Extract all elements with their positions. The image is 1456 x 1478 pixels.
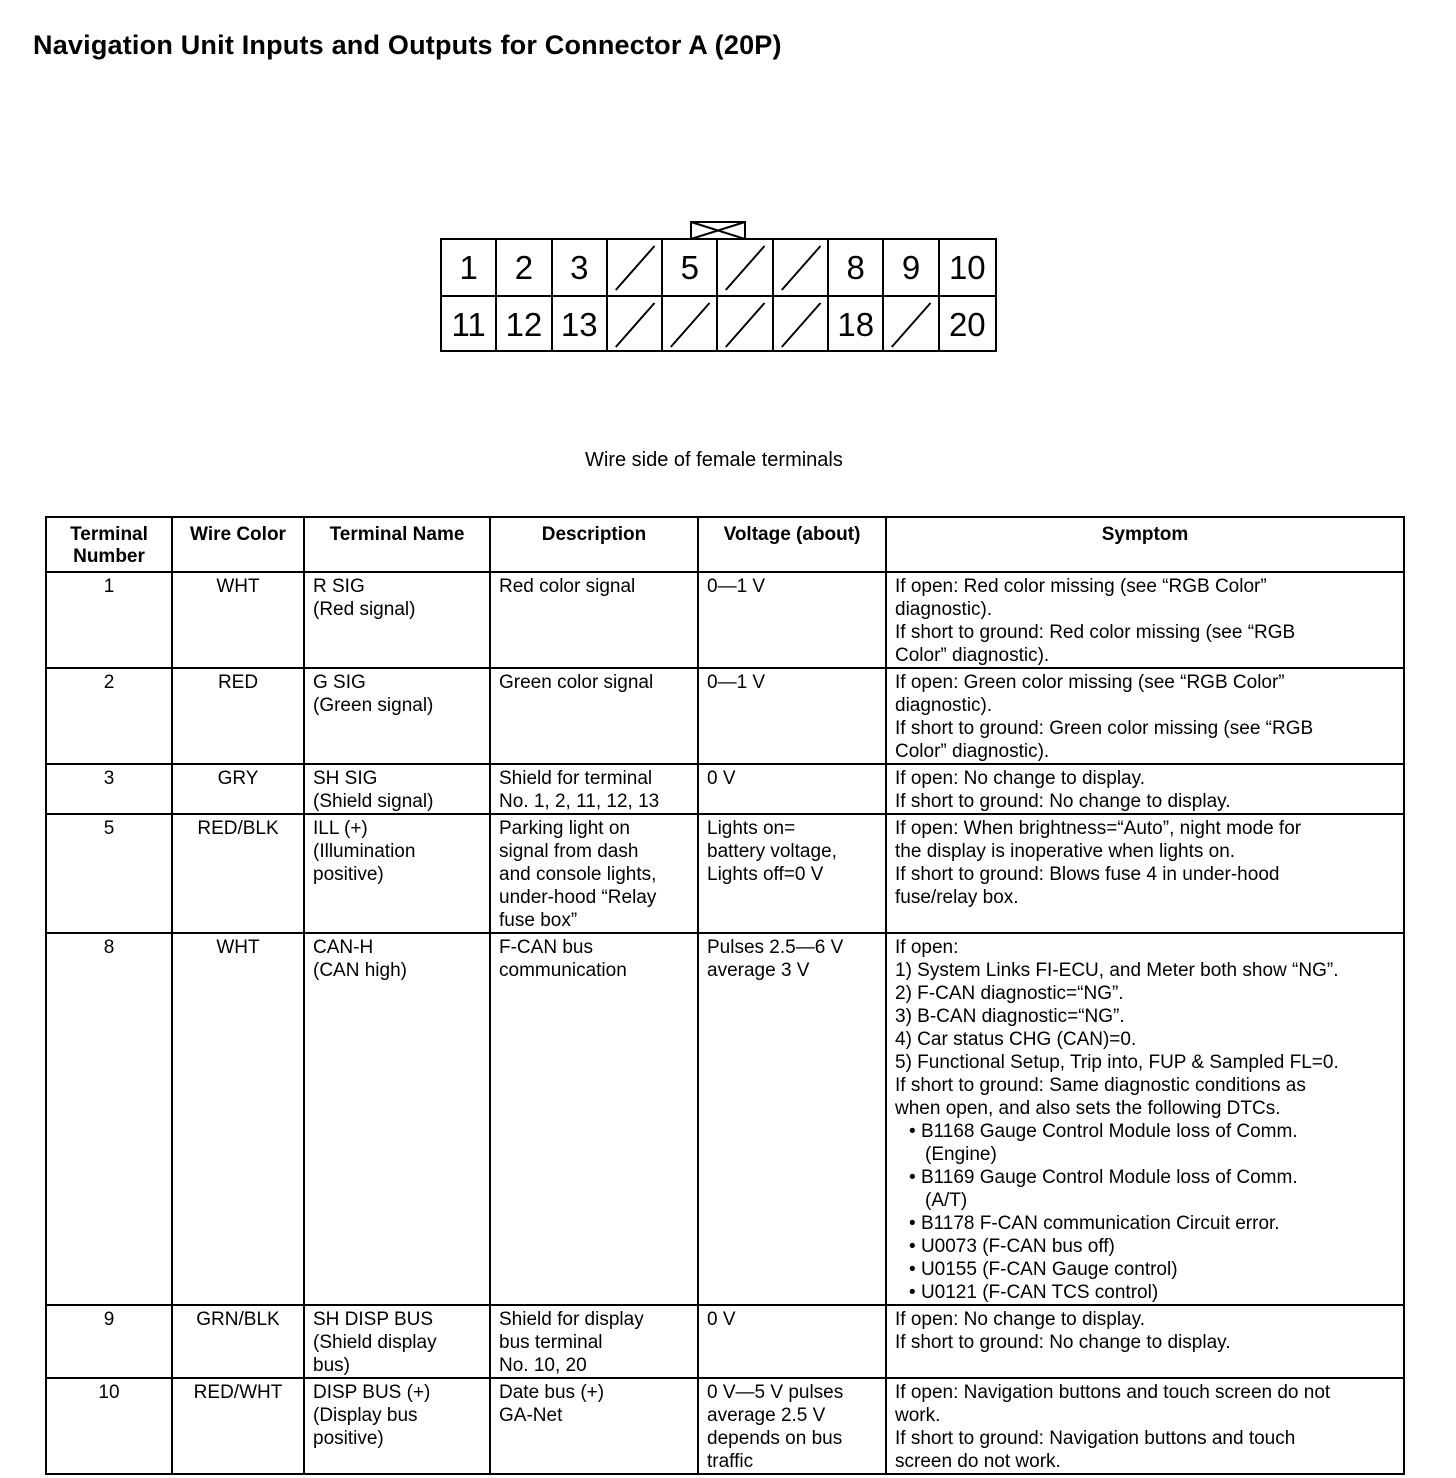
connector-empty-cavity <box>774 297 829 352</box>
cell-line: If short to ground: Blows fuse 4 in under-hood <box>895 864 1280 885</box>
terminal-name-cell <box>304 572 490 668</box>
cell-line: screen do not work. <box>895 1451 1061 1472</box>
symptom-cell <box>886 1378 1404 1474</box>
description-cell <box>490 1305 698 1378</box>
terminal-number-label: 1 <box>459 248 478 286</box>
connector-terminal <box>553 297 608 352</box>
connector-terminal <box>940 240 995 295</box>
voltage-cell <box>698 814 886 933</box>
cell-line: bus) <box>313 1355 350 1376</box>
empty-slash-icon <box>663 297 716 352</box>
cell-line: If open: <box>895 937 959 958</box>
connector-row-2 <box>442 297 995 352</box>
description-cell <box>490 814 698 933</box>
cell-line: average 3 V <box>707 960 810 981</box>
terminal-number-cell: 10 <box>46 1378 172 1474</box>
cell-line: If short to ground: Navigation buttons and touch <box>895 1428 1296 1449</box>
cell-line: If short to ground: No change to display. <box>895 791 1231 812</box>
cell-line: SH SIG <box>313 768 378 789</box>
description-cell <box>490 933 698 1305</box>
symptom-cell <box>886 764 1404 814</box>
connector-empty-cavity <box>718 297 773 352</box>
connector-empty-cavity <box>608 297 663 352</box>
voltage-cell <box>698 933 886 1305</box>
cell-line: 0 V <box>707 768 736 789</box>
empty-slash-icon <box>718 240 771 295</box>
description-cell <box>490 1378 698 1474</box>
terminal-number-cell: 8 <box>46 933 172 1305</box>
cell-line: SH DISP BUS <box>313 1309 434 1330</box>
cell-line: 0—1 V <box>707 576 766 597</box>
wire-color-cell: RED <box>172 668 304 764</box>
cell-line: Date bus (+) <box>499 1382 605 1403</box>
cell-line: If short to ground: No change to display. <box>895 1332 1231 1353</box>
dtc-item <box>895 1120 1395 1143</box>
cell-line: CAN-H <box>313 937 374 958</box>
cell-line: Pulses 2.5—6 V <box>707 937 844 958</box>
header-terminal-number-line: Terminal <box>70 524 148 545</box>
terminal-name-cell <box>304 814 490 933</box>
dtc-item <box>895 1258 1395 1281</box>
terminal-number-label: 11 <box>451 305 486 343</box>
terminal-number-label: 12 <box>505 305 543 343</box>
terminal-number-cell: 2 <box>46 668 172 764</box>
cell-line: 1) System Links FI-ECU, and Meter both show “NG”. <box>895 960 1339 981</box>
connector-row-1 <box>442 240 995 297</box>
cell-line: (Red signal) <box>313 599 416 620</box>
cell-line: No. 1, 2, 11, 12, 13 <box>499 791 660 812</box>
cell-line: communication <box>499 960 627 981</box>
symptom-cell <box>886 814 1404 933</box>
symptom-cell <box>886 572 1404 668</box>
connector-terminal <box>940 297 995 352</box>
dtc-item <box>895 1212 1395 1235</box>
wire-color-cell: RED/WHT <box>172 1378 304 1474</box>
cell-line: and console lights, <box>499 864 657 885</box>
wire-color-cell: RED/BLK <box>172 814 304 933</box>
dtc-item-continued: (A/T) <box>925 1190 968 1211</box>
symptom-cell <box>886 668 1404 764</box>
terminal-number-label: 18 <box>837 305 875 343</box>
terminal-number-cell: 9 <box>46 1305 172 1378</box>
terminal-table <box>45 516 1405 1475</box>
dtc-text: B1169 Gauge Control Module loss of Comm. <box>920 1167 1298 1188</box>
table-row <box>46 764 1404 814</box>
cell-line: If short to ground: Red color missing (see “RGB <box>895 622 1296 643</box>
terminal-name-cell <box>304 1305 490 1378</box>
cell-line: Red color signal <box>499 576 636 597</box>
cell-line: Color” diagnostic). <box>895 741 1050 762</box>
empty-slash-icon <box>608 297 661 352</box>
terminal-number-label: 8 <box>846 248 865 286</box>
header-terminal-number <box>46 517 172 572</box>
dtc-text: U0073 (F-CAN bus off) <box>920 1236 1115 1257</box>
terminal-name-cell <box>304 933 490 1305</box>
bullet-icon: • <box>909 1121 921 1142</box>
empty-slash-icon <box>774 297 827 352</box>
connector-terminal <box>829 240 884 295</box>
cell-line: (Shield display <box>313 1332 437 1353</box>
wire-color-cell: WHT <box>172 933 304 1305</box>
table-row <box>46 572 1404 668</box>
cell-line: If open: No change to display. <box>895 1309 1145 1330</box>
bullet-icon: • <box>909 1259 921 1280</box>
connector-empty-cavity <box>608 240 663 295</box>
cell-line: If open: Navigation buttons and touch screen do not <box>895 1382 1331 1403</box>
connector-empty-cavity <box>718 240 773 295</box>
connector-caption: Wire side of female terminals <box>585 449 843 471</box>
cell-line: Lights off=0 V <box>707 864 824 885</box>
empty-slash-icon <box>608 240 661 295</box>
cell-line: depends on bus <box>707 1428 843 1449</box>
terminal-number-label: 20 <box>948 305 986 343</box>
cell-line: fuse box” <box>499 910 578 931</box>
page-title: Navigation Unit Inputs and Outputs for Connector A (20P) <box>33 30 782 60</box>
cell-line: If open: When brightness=“Auto”, night mode for <box>895 818 1302 839</box>
empty-slash-icon <box>774 240 827 295</box>
bullet-icon: • <box>909 1213 921 1234</box>
dtc-text: U0121 (F-CAN TCS control) <box>920 1282 1159 1303</box>
terminal-number-cell: 3 <box>46 764 172 814</box>
connector-empty-cavity <box>663 297 718 352</box>
cell-line: (Shield signal) <box>313 791 434 812</box>
table-body <box>46 572 1404 1474</box>
dtc-item <box>895 1235 1395 1258</box>
voltage-cell <box>698 1305 886 1378</box>
description-cell <box>490 668 698 764</box>
cell-line: positive) <box>313 864 384 885</box>
terminal-number-label: 9 <box>901 248 921 286</box>
cell-line: If short to ground: Green color missing (see “RGB <box>895 718 1314 739</box>
terminal-number-label: 2 <box>514 248 534 286</box>
header-terminal-name: Terminal Name <box>304 517 490 572</box>
header-wire-color: Wire Color <box>172 517 304 572</box>
header-symptom: Symptom <box>886 517 1404 572</box>
cell-line: 0 V <box>707 1309 736 1330</box>
terminal-name-cell <box>304 668 490 764</box>
cell-line: 0—1 V <box>707 672 766 693</box>
cell-line: signal from dash <box>499 841 639 862</box>
cell-line: fuse/relay box. <box>895 887 1019 908</box>
cell-line: average 2.5 V <box>707 1405 826 1426</box>
cell-line: 5) Functional Setup, Trip into, FUP & Sampled FL=0. <box>895 1052 1339 1073</box>
connector-terminal <box>442 240 497 295</box>
terminal-number-label: 5 <box>680 248 700 286</box>
connector-empty-cavity <box>774 240 829 295</box>
description-cell <box>490 572 698 668</box>
cell-line: F-CAN bus <box>499 937 593 958</box>
header-description: Description <box>490 517 698 572</box>
cell-line: If open: Red color missing (see “RGB Color” <box>895 576 1267 597</box>
cell-line: Shield for display <box>499 1309 644 1330</box>
cell-line: DISP BUS (+) <box>313 1382 431 1403</box>
cell-line: diagnostic). <box>895 599 993 620</box>
terminal-number-label: 3 <box>570 248 589 286</box>
cell-line: Parking light on <box>499 818 630 839</box>
symptom-cell <box>886 1305 1404 1378</box>
terminal-number-label: 13 <box>560 305 598 343</box>
cell-line: 3) B-CAN diagnostic=“NG”. <box>895 1006 1125 1027</box>
voltage-cell <box>698 764 886 814</box>
cell-line: Shield for terminal <box>499 768 653 789</box>
dtc-text: U0155 (F-CAN Gauge control) <box>920 1259 1178 1280</box>
connector-terminal <box>497 240 552 295</box>
cell-line: diagnostic). <box>895 695 993 716</box>
dtc-item <box>895 1166 1395 1189</box>
connector-empty-cavity <box>884 297 939 352</box>
dtc-text: B1178 F-CAN communication Circuit error. <box>920 1213 1280 1234</box>
connector-terminal <box>553 240 608 295</box>
table-row <box>46 933 1404 1305</box>
wire-color-cell: GRN/BLK <box>172 1305 304 1378</box>
terminal-name-cell <box>304 764 490 814</box>
table-row <box>46 668 1404 764</box>
cell-line: traffic <box>707 1451 754 1472</box>
header-voltage: Voltage (about) <box>698 517 886 572</box>
cell-line: battery voltage, <box>707 841 837 862</box>
empty-slash-icon <box>718 297 771 352</box>
cell-line: Color” diagnostic). <box>895 645 1050 666</box>
table-row <box>46 814 1404 933</box>
cell-line: (Illumination <box>313 841 416 862</box>
header-terminal-number-line: Number <box>73 546 145 567</box>
voltage-cell <box>698 668 886 764</box>
cell-line: 0 V—5 V pulses <box>707 1382 844 1403</box>
description-cell <box>490 764 698 814</box>
connector-terminal <box>497 297 552 352</box>
cell-line: Green color signal <box>499 672 654 693</box>
cell-line: work. <box>895 1405 941 1426</box>
cell-line: If open: Green color missing (see “RGB Color” <box>895 672 1285 693</box>
cell-line: Lights on= <box>707 818 796 839</box>
cell-line: No. 10, 20 <box>499 1355 587 1376</box>
connector-terminal <box>884 240 939 295</box>
cell-line: (CAN high) <box>313 960 407 981</box>
wire-color-cell: GRY <box>172 764 304 814</box>
cell-line: R SIG <box>313 576 365 597</box>
cell-line: positive) <box>313 1428 384 1449</box>
voltage-cell <box>698 572 886 668</box>
connector-face <box>440 238 997 352</box>
wire-color-cell: WHT <box>172 572 304 668</box>
terminal-number-label: 10 <box>948 248 986 286</box>
cell-line: 2) F-CAN diagnostic=“NG”. <box>895 983 1124 1004</box>
connector-terminal <box>442 297 497 352</box>
terminal-number-cell: 5 <box>46 814 172 933</box>
table-row <box>46 1378 1404 1474</box>
voltage-cell <box>698 1378 886 1474</box>
cell-line: (Display bus <box>313 1405 418 1426</box>
connector-latch-icon <box>690 221 746 239</box>
dtc-item-continued: (Engine) <box>925 1144 997 1165</box>
bullet-icon: • <box>909 1167 921 1188</box>
cell-line: GA-Net <box>499 1405 563 1426</box>
dtc-text: B1168 Gauge Control Module loss of Comm. <box>920 1121 1298 1142</box>
cell-line: when open, and also sets the following DTCs. <box>895 1098 1281 1119</box>
terminal-number-cell: 1 <box>46 572 172 668</box>
bullet-icon: • <box>909 1282 921 1303</box>
cell-line: ILL (+) <box>313 818 368 839</box>
connector-terminal <box>829 297 884 352</box>
symptom-cell <box>886 933 1404 1305</box>
terminal-name-cell <box>304 1378 490 1474</box>
cell-line: under-hood “Relay <box>499 887 657 908</box>
cell-line: the display is inoperative when lights on. <box>895 841 1236 862</box>
empty-slash-icon <box>884 297 937 352</box>
cell-line: If open: No change to display. <box>895 768 1145 789</box>
connector-terminal <box>663 240 718 295</box>
cell-line: G SIG <box>313 672 366 693</box>
dtc-item <box>895 1281 1395 1304</box>
cell-line: bus terminal <box>499 1332 603 1353</box>
cell-line: 4) Car status CHG (CAN)=0. <box>895 1029 1137 1050</box>
cell-line: (Green signal) <box>313 695 434 716</box>
cell-line: If short to ground: Same diagnostic conditions as <box>895 1075 1306 1096</box>
table-row <box>46 1305 1404 1378</box>
bullet-icon: • <box>909 1236 921 1257</box>
